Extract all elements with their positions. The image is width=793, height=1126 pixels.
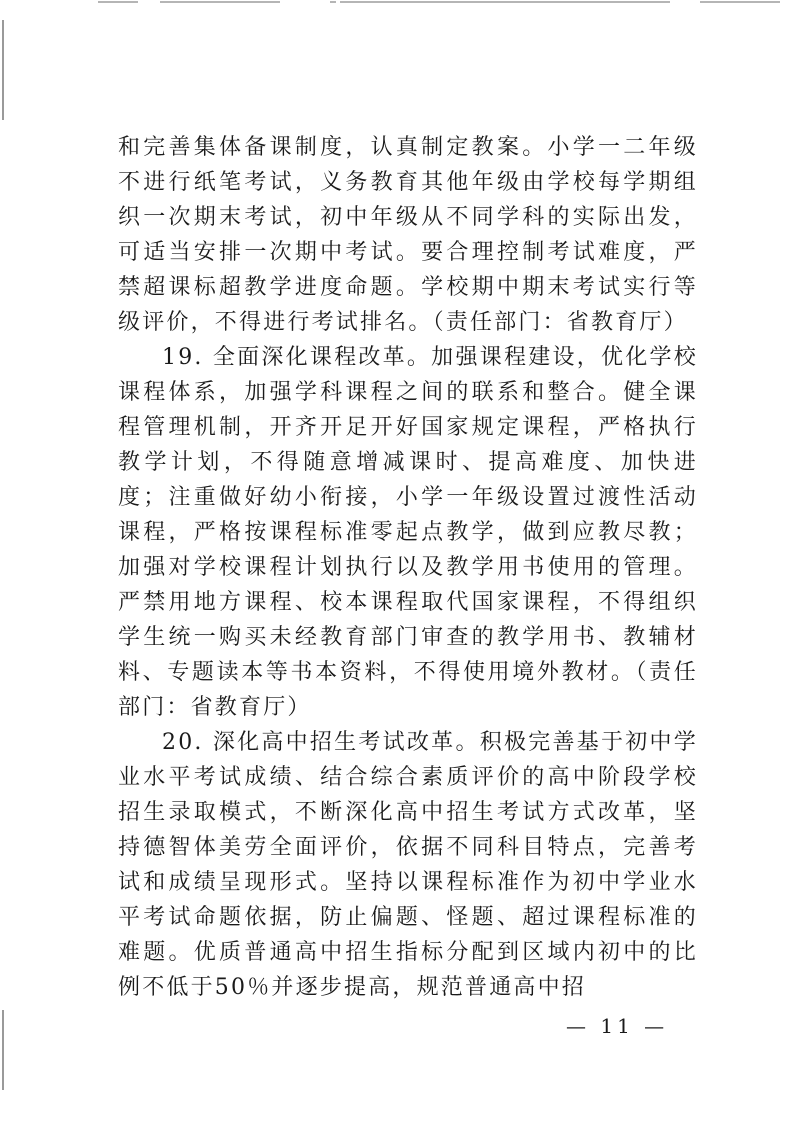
scan-edge-top bbox=[0, 0, 793, 6]
scan-mark bbox=[700, 1, 780, 3]
paragraph-item-19: 19. 全面深化课程改革。加强课程建设，优化学校课程体系，加强学科课程之间的联系和整合。健全课程管理机制，开齐开足开好国家规定课程，严格执行教学计划，不得随意增减课时、提高难度、加快进度；注重做好幼小衔接，小学一年级设置过渡性活动课程，严格按课程标准零起点教学，做到应教尽教；加强对学校课程计划执行以及教学用书使用的管理。严禁用地方课程、校本课程取代国家课程，不得组织学生统一购买未经教育部门审查的教学用书、教辅材料、专题读本等书本资料，不得使用境外教材。（责任部门：省教育厅） bbox=[118, 345, 698, 720]
scan-mark bbox=[330, 1, 336, 3]
paragraph-item-20: 20. 深化高中招生考试改革。积极完善基于初中学业水平考试成绩、结合综合素质评价的高中阶段学校招生录取模式，不断深化高中招生考试方式改革，坚持德智体美劳全面评价，依据不同科目特点，完善考试和成绩呈现形式。坚持以课程标准作为初中学业水平考试命题依据，防止偏题、怪题、超过课程标准的难题。优质普通高中招生指标分配到区域内初中的比例不低于50％并逐步提高，规范普通高中招 bbox=[118, 730, 698, 1000]
scan-edge-left bbox=[2, 20, 4, 120]
page-number: — 11 — bbox=[566, 1014, 669, 1038]
paragraph-continuation: 和完善集体备课制度，认真制定教案。小学一二年级不进行纸笔考试，义务教育其他年级由学校每学期组织一次期末考试，初中年级从不同学科的实际出发，可适当安排一次期中考试。要合理控制考试难度，严禁超课标超教学进度命题。学校期中期末考试实行等级评价，不得进行考试排名。（责任部门：省教育厅） bbox=[118, 135, 698, 335]
document-body bbox=[118, 130, 698, 1005]
scan-mark bbox=[340, 1, 670, 3]
scan-mark bbox=[160, 1, 280, 3]
scan-edge-left bbox=[2, 1010, 4, 1090]
scan-mark bbox=[98, 1, 138, 3]
